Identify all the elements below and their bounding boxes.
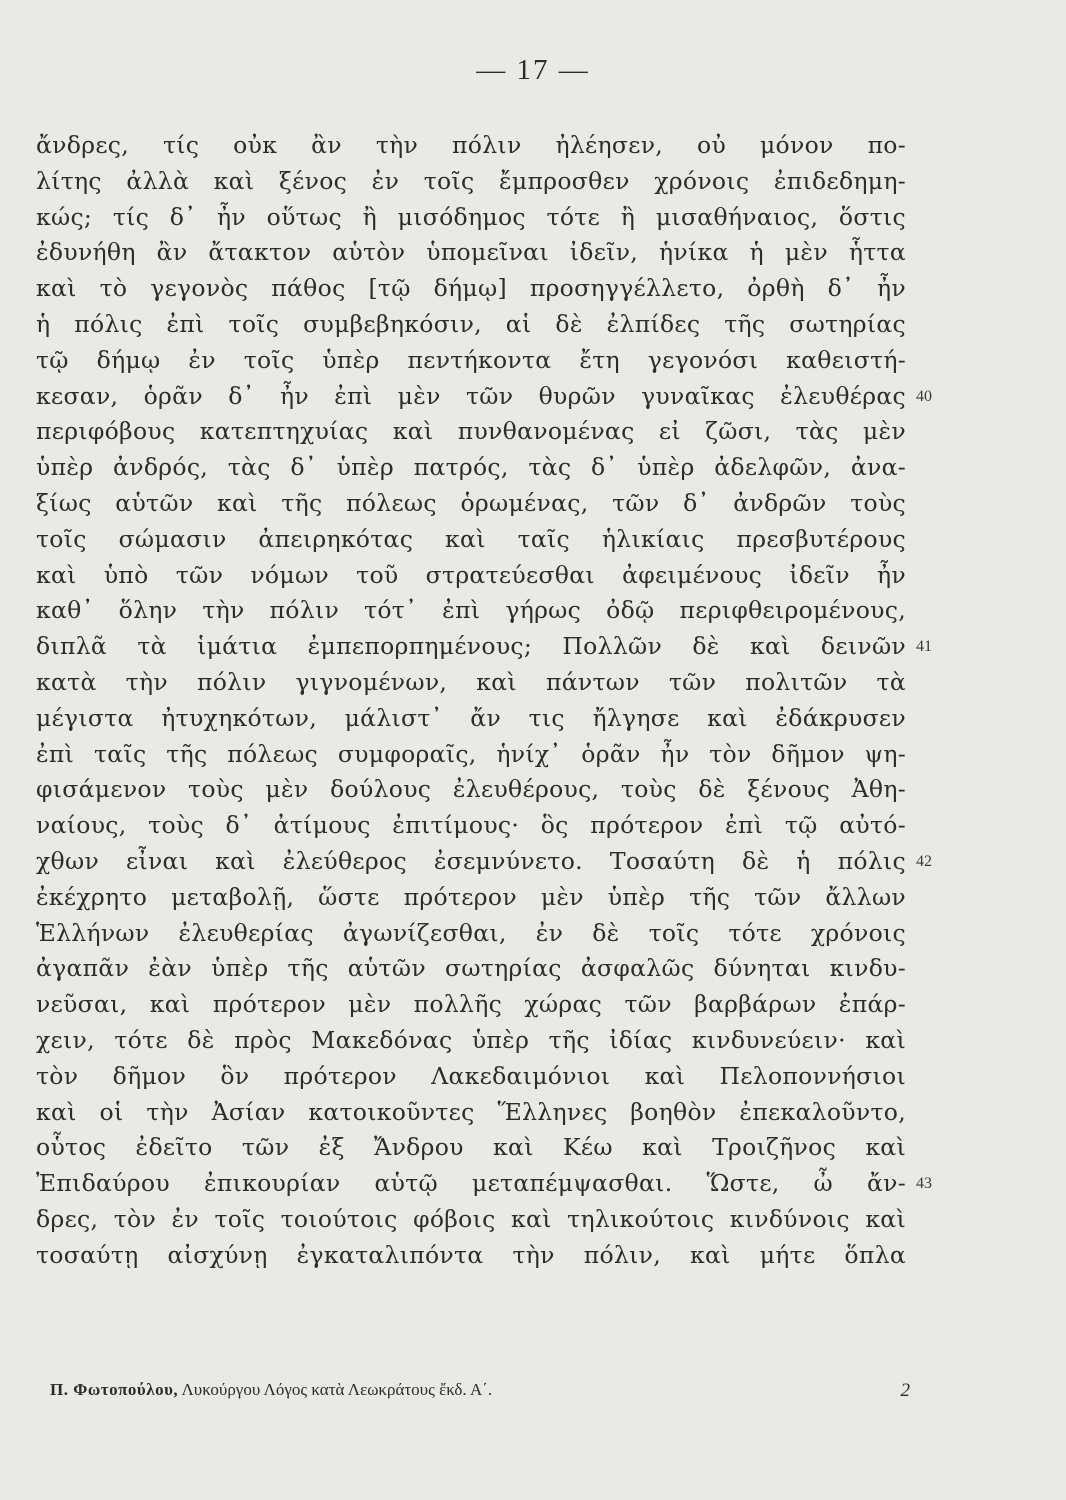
text-line: κεσαν, ὁρᾶν δ᾿ ἦν ἐπὶ μὲν τῶν θυρῶν γυναῖκας ἐλευθέρας	[36, 381, 906, 410]
text-line: τῷ δήμῳ ἐν τοῖς ὑπὲρ πεντήκοντα ἔτη γεγονόσι καθειστή-	[36, 345, 906, 374]
text-line: χθων εἶναι καὶ ἐλεύθερος ἐσεμνύνετο. Τοσαύτη δὲ ἡ πόλις	[36, 846, 906, 875]
text-line: λίτης ἀλλὰ καὶ ξένος ἐν τοῖς ἔμπροσθεν χρόνοις ἐπιδεδημη-	[36, 166, 906, 195]
text-line: ἐδυνήθη ἂν ἄτακτον αὑτὸν ὑπομεῖναι ἰδεῖν, ἡνίκα ἡ μὲν ἧττα	[36, 238, 906, 267]
footer-author: Π. Φωτοπούλου,	[50, 1380, 179, 1399]
text-line: τοσαύτῃ αἰσχύνῃ ἐγκαταλιπόντα τὴν πόλιν, καὶ μήτε ὅπλα	[36, 1240, 906, 1269]
text-line: κώς; τίς δ᾿ ἦν οὕτως ἢ μισόδημος τότε ἢ μισαθήναιος, ὅστις	[36, 202, 906, 231]
text-line: χειν, τότε δὲ πρὸς Μακεδόνας ὑπὲρ τῆς ἰδίας κινδυνεύειν· καὶ	[36, 1025, 906, 1054]
margin-line-number: 40	[916, 387, 932, 405]
body-text	[36, 128, 906, 1274]
footer-signature-mark: 2	[900, 1380, 910, 1401]
text-line: καὶ οἱ τὴν Ἀσίαν κατοικοῦντες Ἕλληνες βοηθὸν ἐπεκαλοῦντο,	[36, 1097, 906, 1126]
text-line: φισάμενον τοὺς μὲν δούλους ἐλευθέρους, τοὺς δὲ ξένους Ἀθη-	[36, 775, 906, 804]
text-line: Ἐπιδαύρου ἐπικουρίαν αὑτῷ μεταπέμψασθαι. Ὥστε, ὦ ἄν-	[36, 1169, 906, 1198]
text-line: ἐπὶ ταῖς τῆς πόλεως συμφοραῖς, ἡνίχ᾿ ὁρᾶν ἦν τὸν δῆμον ψη-	[36, 739, 906, 768]
text-line: δρες, τὸν ἐν τοῖς τοιούτοις φόβοις καὶ τηλικούτοις κινδύνοις καὶ	[36, 1204, 906, 1233]
text-line: τοῖς σώμασιν ἀπειρηκότας καὶ ταῖς ἡλικίαις πρεσβυτέρους	[36, 524, 906, 553]
text-line: ξίως αὑτῶν καὶ τῆς πόλεως ὁρωμένας, τῶν δ᾿ ἀνδρῶν τοὺς	[36, 488, 906, 517]
text-line: ἀγαπᾶν ἐὰν ὑπὲρ τῆς αὑτῶν σωτηρίας ἀσφαλῶς δύνηται κινδυ-	[36, 954, 906, 983]
margin-line-number: 43	[916, 1175, 932, 1193]
text-line: Ἑλλήνων ἐλευθερίας ἀγωνίζεσθαι, ἐν δὲ τοῖς τότε χρόνοις	[36, 918, 906, 947]
text-line: καὶ ὑπὸ τῶν νόμων τοῦ στρατεύεσθαι ἀφειμένους ἰδεῖν ἦν	[36, 560, 906, 589]
margin-line-number: 41	[916, 638, 932, 656]
text-line: ὑπὲρ ἀνδρός, τὰς δ᾿ ὑπὲρ πατρός, τὰς δ᾿ ὑπὲρ ἀδελφῶν, ἀνα-	[36, 453, 906, 482]
text-line: διπλᾶ τὰ ἱμάτια ἐμπεπορπημένους; Πολλῶν δὲ καὶ δεινῶν	[36, 632, 906, 661]
text-line: οὗτος ἐδεῖτο τῶν ἐξ Ἄνδρου καὶ Κέω καὶ Τροιζῆνος καὶ	[36, 1133, 906, 1162]
text-line: νεῦσαι, καὶ πρότερον μὲν πολλῆς χώρας τῶν βαρβάρων ἐπάρ-	[36, 990, 906, 1019]
text-line: ἡ πόλις ἐπὶ τοῖς συμβεβηκόσιν, αἱ δὲ ἐλπίδες τῆς σωτηρίας	[36, 309, 906, 338]
text-line: μέγιστα ἠτυχηκότων, μάλιστ᾿ ἄν τις ἤλγησε καὶ ἐδάκρυσεν	[36, 703, 906, 732]
text-line: ἐκέχρητο μεταβολῇ, ὥστε πρότερον μὲν ὑπὲρ τῆς τῶν ἄλλων	[36, 882, 906, 911]
page-number: — 17 —	[476, 54, 590, 86]
footer	[50, 1380, 910, 1400]
text-line: τὸν δῆμον ὃν πρότερον Λακεδαιμόνιοι καὶ Πελοποννήσιοι	[36, 1061, 906, 1090]
margin-line-number: 42	[916, 853, 932, 870]
text-line: καθ᾿ ὅλην τὴν πόλιν τότ᾿ ἐπὶ γήρως ὀδῷ περιφθειρομένους,	[36, 596, 906, 625]
text-line: ἄνδρες, τίς οὐκ ἂν τὴν πόλιν ἠλέησεν, οὐ μόνον πο-	[36, 131, 906, 159]
text-line: περιφόβους κατεπτηχυίας καὶ πυνθανομένας εἰ ζῶσι, τὰς μὲν	[36, 417, 906, 446]
text-line: καὶ τὸ γεγονὸς πάθος [τῷ δήμῳ] προσηγγέλλετο, ὀρθὴ δ᾿ ἦν	[36, 274, 906, 303]
text-line: ναίους, τοὺς δ᾿ ἀτίμους ἐπιτίμους· ὃς πρότερον ἐπὶ τῷ αὐτό-	[36, 811, 906, 840]
footer-title: Λυκούργου Λόγος κατὰ Λεωκράτους ἔκδ. Α΄.	[181, 1380, 493, 1399]
text-line: κατὰ τὴν πόλιν γιγνομένων, καὶ πάντων τῶν πολιτῶν τὰ	[36, 667, 906, 696]
